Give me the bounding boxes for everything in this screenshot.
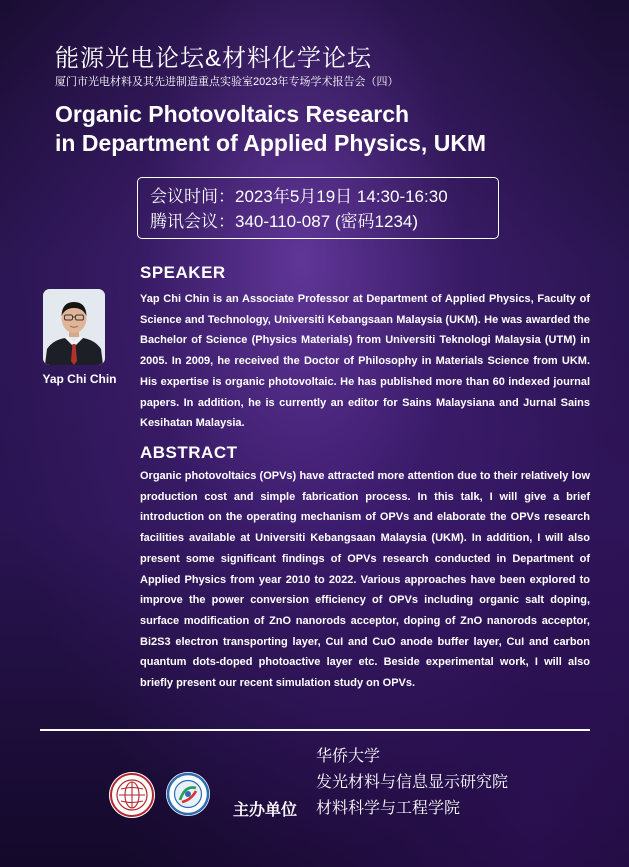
abstract-text: Organic photovoltaics (OPVs) have attracted more attention due to their relatively low production cost and simple fabrication process. In this talk, I will give a brief introduction on the operating mechanism of OPVs and elaborate the OPVs research facilities available at Universiti Kebangsaan Malaysia (UKM). In addition, I will also present some significant findings of OPVs research conducted in Department of Applied Physics from year 2010 to 2022. Various approaches have been explored to improve the power conversion efficiency of OPVs including organic salt doping, surface modification of ZnO nanorods acceptor, doping of ZnO nanorods acceptor, Bi2S3 electron transporting layer, CuI and CuO anode buffer layer, CuI and carbon quantum dots-doped photoactive layer etc. Beside experimental work, I will also briefly present our recent simulation study on OPVs. (140, 470, 590, 690)
host-label: 主办单位 (233, 802, 298, 819)
meeting-info-box (137, 177, 499, 239)
speaker-name: Yap Chi Chin (42, 372, 117, 386)
talk-title-line2: in Department of Applied Physics, UKM (55, 130, 487, 156)
abstract-heading: ABSTRACT (140, 443, 238, 462)
meeting-time: 会议时间：2023年5月19日 14:30-16:30 (150, 187, 448, 206)
speaker-photo (43, 289, 105, 365)
institute-logo-icon (165, 771, 211, 817)
talk-title-line1: Organic Photovoltaics Research (55, 101, 410, 127)
speaker-heading: SPEAKER (140, 263, 226, 282)
university-seal-icon (108, 771, 156, 819)
speaker-portrait-icon (43, 289, 105, 365)
organizer-item: 发光材料与信息显示研究院 (316, 774, 509, 791)
organizer-item: 材料科学与工程学院 (316, 800, 461, 817)
speaker-bio: Yap Chi Chin is an Associate Professor at Department of Applied Physics, Faculty of Science and Technology, Universiti Kebangsaan Malaysia (UKM). He was awarded the Bachelor of Science (Physics Materials) from Universiti Teknologi Malaysia (UTM) in 2005. In 2009, he received the Doctor of Philosophy in Materials Science from UKM. His expertise is organic photovoltaic. He has published more than 60 indexed journal papers. In addition, he is currently an editor for Sains Malaysiana and Jurnal Sains Kesihatan Malaysia. (140, 293, 590, 430)
organizer-list (316, 744, 508, 822)
footer-divider (40, 729, 590, 731)
series-subtitle: 厦门市光电材料及其先进制造重点实验室2023年专场学术报告会（四） (55, 76, 399, 88)
organizer-item: 华侨大学 (316, 748, 381, 765)
tencent-meeting: 腾讯会议：340-110-087 (密码1234) (150, 212, 419, 231)
talk-title (55, 100, 615, 158)
series-title: 能源光电论坛&材料化学论坛 (55, 45, 373, 72)
